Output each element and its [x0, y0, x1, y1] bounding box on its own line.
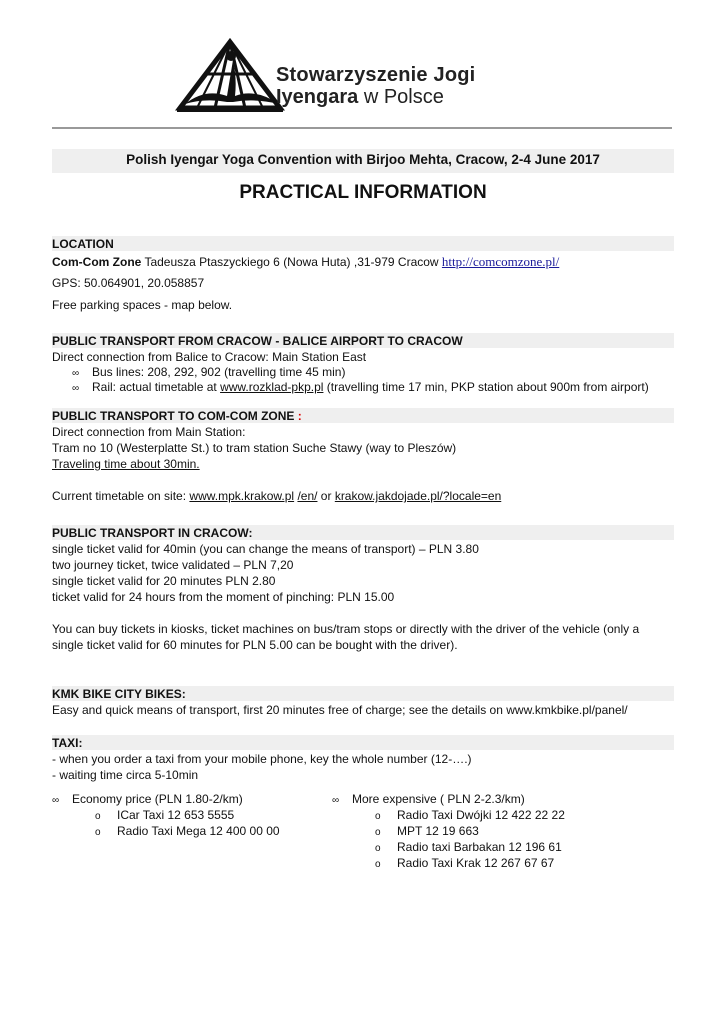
bullet-icon: ∞ — [72, 383, 80, 394]
taxi-heading: TAXI: — [52, 736, 83, 750]
bullet-icon: ∞ — [72, 368, 80, 379]
location-heading-band — [52, 236, 674, 251]
ticket-purchase-line-1: You can buy tickets in kiosks, ticket machines on bus/tram stops or directly with the driver of the vehicle (only a — [52, 622, 640, 636]
venue-url-link[interactable]: http://comcomzone.pl/ — [441, 254, 560, 269]
rail-suffix: (travelling time 17 min, PKP station about 900m from airport) — [323, 380, 649, 394]
logo-line-2-rest: w Polsce — [358, 86, 444, 108]
circle-bullet-icon: o — [375, 843, 381, 854]
expensive-taxi-4: Radio Taxi Krak 12 267 67 67 — [397, 856, 555, 870]
bus-lines-text: Bus lines: 208, 292, 902 (travelling time 45 min) — [92, 365, 346, 379]
rail-timetable-link[interactable]: www.rozklad-pkp.pl — [220, 380, 324, 394]
comcom-travel-time: Traveling time about 30min. — [52, 457, 200, 471]
yoga-pavilion-logo-icon — [175, 38, 285, 116]
economy-taxi-sub-item — [95, 824, 280, 840]
ticket-24h: ticket valid for 24 hours from the moment of pinching: PLN 15.00 — [52, 590, 395, 604]
header-divider — [52, 127, 672, 129]
gps-coordinates: GPS: 50.064901, 20.058857 — [52, 276, 205, 290]
mpk-link[interactable]: www.mpk.krakow.pl — [189, 489, 295, 503]
airport-heading: PUBLIC TRANSPORT FROM CRACOW - BALICE AIRPORT TO CRACOW — [52, 334, 463, 348]
ticket-purchase-line-2: single ticket valid for 60 minutes for PLN 5.00 can be bought with the driver). — [52, 638, 458, 652]
timetable-prefix: Current timetable on site: — [52, 489, 190, 503]
bikes-text: Easy and quick means of transport, first 20 minutes free of charge; see the details on www.kmkbike.pl/panel/ — [52, 703, 628, 717]
economy-taxi-2: Radio Taxi Mega 12 400 00 00 — [117, 824, 280, 838]
logo-line-2-bold: Iyengara — [276, 86, 359, 108]
expensive-taxi-sub-item — [375, 824, 479, 840]
expensive-taxi-2: MPT 12 19 663 — [397, 824, 479, 838]
logo-line-1: Stowarzyszenie Jogi — [276, 64, 476, 86]
economy-taxi-sub-item — [95, 808, 234, 824]
circle-bullet-icon: o — [375, 859, 381, 870]
parking-info: Free parking spaces - map below. — [52, 298, 233, 312]
comcom-heading — [52, 409, 302, 423]
timetable-or: or — [317, 489, 335, 503]
expensive-taxi-1: Radio Taxi Dwójki 12 422 22 22 — [397, 808, 565, 822]
taxi-line-2: - waiting time circa 5-10min — [52, 768, 199, 782]
venue-line — [52, 254, 559, 270]
timetable-line — [52, 489, 501, 504]
convention-title: Polish Iyengar Yoga Convention with Birjoo Mehta, Cracow, 2-4 June 2017 — [126, 152, 600, 167]
ticket-two-journey: two journey ticket, twice validated – PLN 7,20 — [52, 558, 294, 572]
taxi-line-1: - when you order a taxi from your mobile phone, key the whole number (12-….) — [52, 752, 472, 766]
circle-bullet-icon: o — [95, 811, 101, 822]
taxi-heading-band — [52, 735, 674, 750]
expensive-taxi-3: Radio taxi Barbakan 12 196 61 — [397, 840, 562, 854]
expensive-taxi-sub-item — [375, 840, 562, 856]
venue-name: Com-Com Zone — [52, 255, 142, 269]
comcom-heading-colon: : — [297, 409, 302, 423]
rail-prefix: Rail: actual timetable at — [92, 380, 221, 394]
expensive-taxi-sub-item — [375, 856, 554, 872]
comcom-line-1: Direct connection from Main Station: — [52, 425, 246, 439]
circle-bullet-icon: o — [95, 827, 101, 838]
comcom-line-2: Tram no 10 (Westerplatte St.) to tram station Suche Stawy (way to Pleszów) — [52, 441, 457, 455]
economy-taxi-item — [52, 792, 243, 808]
location-heading: LOCATION — [52, 237, 114, 251]
mpk-en-link[interactable]: /en/ — [297, 489, 318, 503]
rail-list-item — [72, 380, 649, 396]
circle-bullet-icon: o — [375, 811, 381, 822]
bullet-icon: ∞ — [332, 795, 340, 806]
jakdojade-link[interactable]: krakow.jakdojade.pl/?locale=en — [334, 489, 502, 503]
economy-label: Economy price (PLN 1.80-2/km) — [72, 792, 243, 806]
circle-bullet-icon: o — [375, 827, 381, 838]
page-title: PRACTICAL INFORMATION — [239, 182, 487, 203]
comcom-heading-text: PUBLIC TRANSPORT TO COM-COM ZONE — [52, 409, 298, 423]
ticket-20min: single ticket valid for 20 minutes PLN 2.80 — [52, 574, 276, 588]
bus-list-item — [72, 365, 345, 381]
ticket-40min: single ticket valid for 40min (you can change the means of transport) – PLN 3.80 — [52, 542, 479, 556]
bikes-heading: KMK BIKE CITY BIKES: — [52, 687, 186, 701]
economy-taxi-1: ICar Taxi 12 653 5555 — [117, 808, 235, 822]
airport-intro: Direct connection from Balice to Cracow: Main Station East — [52, 350, 367, 364]
venue-address: Tadeusza Ptaszyckiego 6 (Nowa Huta) ,31-979 Cracow — [141, 255, 442, 269]
expensive-label: More expensive ( PLN 2-2.3/km) — [352, 792, 525, 806]
expensive-taxi-item — [332, 792, 525, 808]
expensive-taxi-sub-item — [375, 808, 565, 824]
logo-line-2 — [276, 86, 444, 109]
cracow-heading: PUBLIC TRANSPORT IN CRACOW: — [52, 526, 253, 540]
bullet-icon: ∞ — [52, 795, 60, 806]
